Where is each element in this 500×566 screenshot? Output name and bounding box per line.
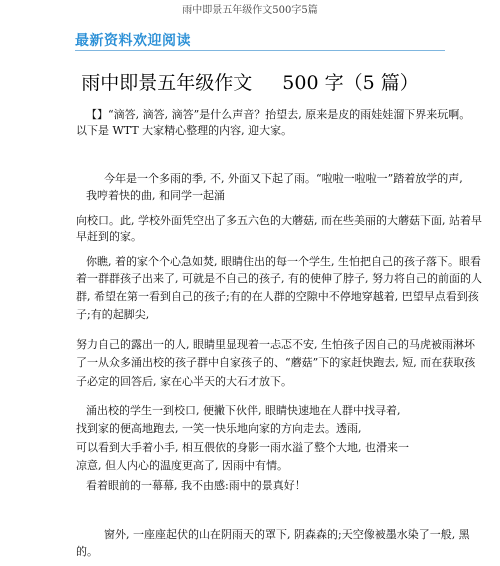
- paragraph-line: 今年是一个多雨的季, 不, 外面又下起了雨。“啦啦一啦啦一”踏着放学的声,: [104, 172, 463, 185]
- paragraph-line: 早赶到的家。: [76, 230, 142, 243]
- title-main: 雨中即景五年级作文: [81, 72, 253, 94]
- paragraph-line: 找到家的便高地跑去, 一笑一快乐地向家的方向走去。透雨,: [76, 422, 362, 435]
- paragraph-line: 涌出校的学生一到校口, 便撇下伙伴, 眼睛快速地在人群中找寻着,: [86, 404, 401, 417]
- paragraph-line: 窗外, 一座座起伏的山在阴雨天的罩下, 阴森森的;天空像被墨水染了一般, 黑: [104, 528, 470, 541]
- paragraph-line: 子;有的起脚尖,: [76, 308, 150, 321]
- paragraph-line: 【】“滴答, 滴答, 滴答”是什么声音？抬望去, 原来是皮的雨娃娃溜下界来玩啊。: [86, 108, 471, 121]
- paragraph-line: 可以看到大手着小手, 相互偎依的身影一雨水溢了整个大地, 也滑来一: [76, 441, 409, 454]
- banner: [75, 28, 445, 51]
- paragraph-line: 着一群群孩子出来了, 可就是不自己的孩子, 有的使伸了脖子, 努力将自己的前面的人: [76, 272, 482, 285]
- banner-text: 最新资料欢迎阅读: [75, 33, 191, 49]
- paragraph-line: 我哼着快的曲, 和同学一起涌: [86, 189, 225, 202]
- paragraph-line: 向校口。此, 学校外面凭空出了多五六色的大蘑菇, 而在些美丽的大蘑菇下面, 站着早: [76, 214, 482, 227]
- paragraph-line: 了一从众多涌出校的孩子群中自家孩子的、“蘑菇”下的家赶快跑去, 短, 而在获取孩: [76, 356, 476, 369]
- paragraph-line: 看着眼前的一幕幕, 我不由感:雨中的景真好！: [86, 479, 306, 492]
- paragraph-line: 子必定的回答后, 家在心半天的大石才放下。: [76, 375, 292, 388]
- paragraph-line: 你瞧, 着的家个个心急如焚, 眼睛住出的每一个学生, 生怕把自己的孩子落下。眼看: [86, 255, 481, 268]
- paragraph-line: 以下是 WTT 大家精心整理的内容, 迎大家。: [76, 124, 293, 137]
- paragraph-line: 群, 希望在第一看到自己的孩子;有的在人群的空隙中不停地穿越着, 巴望早点看到孩: [76, 290, 479, 303]
- document-title: [0, 68, 500, 95]
- title-count: 500 字（5 篇）: [282, 72, 419, 94]
- paragraph-line: 凉意, 但人内心的温度更高了, 因雨中有情。: [76, 459, 288, 472]
- paragraph-line: 的。: [76, 545, 98, 558]
- page-header: 雨中即景五年级作文500字5篇: [182, 5, 318, 16]
- paragraph-line: 努力自己的露出一的人, 眼睛里显现着一忐忑不安, 生怕孩子因自己的马虎被雨淋坏: [76, 338, 475, 351]
